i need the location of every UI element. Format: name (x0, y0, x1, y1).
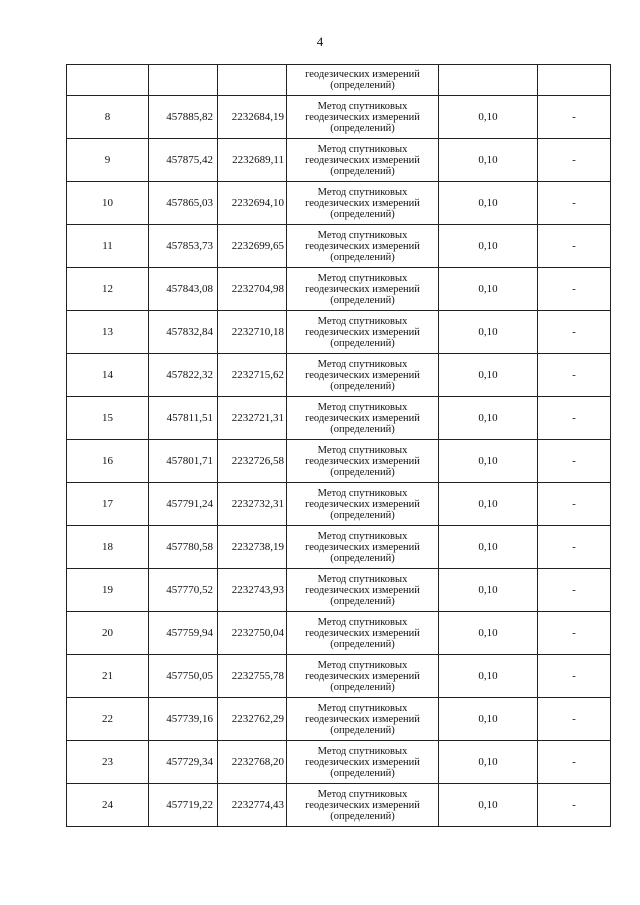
cell-accuracy: 0,10 (439, 784, 538, 827)
cell-number: 12 (67, 268, 149, 311)
method-line: геодезических измерений (305, 541, 420, 553)
method-line: геодезических измерений (305, 197, 420, 209)
table-row (67, 139, 611, 182)
cell-method (287, 741, 439, 784)
method-line: Метод спутниковых (317, 315, 408, 327)
continuation-row (67, 65, 611, 96)
cell-y: 2232710,18 (218, 311, 287, 354)
cell-accuracy: 0,10 (439, 397, 538, 440)
method-line: геодезических измерений (305, 627, 420, 639)
cell-number: 9 (67, 139, 149, 182)
cell-x (149, 65, 218, 96)
cell-x: 457865,03 (149, 182, 218, 225)
cell-method (287, 139, 439, 182)
page-number: 4 (316, 34, 324, 49)
method-line: Метод спутниковых (317, 100, 408, 112)
method-line: Метод спутниковых (317, 530, 408, 542)
cell-x: 457729,34 (149, 741, 218, 784)
cell-x: 457750,05 (149, 655, 218, 698)
method-line: Метод спутниковых (317, 659, 408, 671)
cell-note: - (538, 569, 611, 612)
method-line: геодезических измерений (305, 412, 420, 424)
cell-y: 2232684,19 (218, 96, 287, 139)
cell-note: - (538, 96, 611, 139)
cell-y: 2232755,78 (218, 655, 287, 698)
cell-accuracy: 0,10 (439, 225, 538, 268)
cell-accuracy: 0,10 (439, 741, 538, 784)
table-row (67, 182, 611, 225)
cell-method (287, 354, 439, 397)
table-row (67, 311, 611, 354)
coordinates-table (66, 64, 611, 827)
cell-x: 457719,22 (149, 784, 218, 827)
cell-note: - (538, 526, 611, 569)
cell-y: 2232704,98 (218, 268, 287, 311)
cell-accuracy: 0,10 (439, 483, 538, 526)
cell-method (287, 784, 439, 827)
cell-method (287, 65, 439, 96)
method-line: Метод спутниковых (317, 573, 408, 585)
cell-y: 2232774,43 (218, 784, 287, 827)
method-line: Метод спутниковых (317, 788, 408, 800)
method-line: (определений) (330, 681, 395, 693)
method-line: (определений) (330, 595, 395, 607)
cell-y: 2232732,31 (218, 483, 287, 526)
method-line: Метод спутниковых (317, 616, 408, 628)
cell-y: 2232738,19 (218, 526, 287, 569)
method-line: Метод спутниковых (317, 272, 408, 284)
cell-note: - (538, 440, 611, 483)
method-line: Метод спутниковых (317, 186, 408, 198)
method-line: (определений) (330, 509, 395, 521)
cell-y: 2232750,04 (218, 612, 287, 655)
cell-method (287, 397, 439, 440)
method-line: Метод спутниковых (317, 401, 408, 413)
table-row (67, 268, 611, 311)
method-line: (определений) (330, 724, 395, 736)
method-line: геодезических измерений (305, 799, 420, 811)
cell-number: 16 (67, 440, 149, 483)
cell-accuracy: 0,10 (439, 440, 538, 483)
table-row (67, 526, 611, 569)
cell-note: - (538, 182, 611, 225)
table-row (67, 225, 611, 268)
method-line: геодезических измерений (305, 240, 420, 252)
table-row (67, 655, 611, 698)
method-line: Метод спутниковых (317, 702, 408, 714)
method-line: Метод спутниковых (317, 487, 408, 499)
method-line: геодезических измерений (305, 154, 420, 166)
cell-y: 2232715,62 (218, 354, 287, 397)
cell-number: 15 (67, 397, 149, 440)
cell-number: 13 (67, 311, 149, 354)
method-line: (определений) (330, 423, 395, 435)
method-line: (определений) (330, 466, 395, 478)
cell-accuracy: 0,10 (439, 139, 538, 182)
cell-note: - (538, 483, 611, 526)
cell-note: - (538, 397, 611, 440)
cell-number: 24 (67, 784, 149, 827)
cell-note: - (538, 612, 611, 655)
cell-method (287, 268, 439, 311)
cell-note (538, 65, 611, 96)
cell-note: - (538, 655, 611, 698)
method-line: (определений) (330, 638, 395, 650)
table-row (67, 96, 611, 139)
cell-number: 18 (67, 526, 149, 569)
method-line: (определений) (330, 552, 395, 564)
cell-x: 457885,82 (149, 96, 218, 139)
cell-number (67, 65, 149, 96)
table-row (67, 397, 611, 440)
cell-method (287, 569, 439, 612)
cell-method (287, 526, 439, 569)
cell-number: 20 (67, 612, 149, 655)
cell-x: 457770,52 (149, 569, 218, 612)
cell-x: 457832,84 (149, 311, 218, 354)
table-row (67, 354, 611, 397)
cell-y: 2232689,11 (218, 139, 287, 182)
cell-number: 10 (67, 182, 149, 225)
cell-accuracy: 0,10 (439, 354, 538, 397)
cell-y: 2232743,93 (218, 569, 287, 612)
cell-x: 457759,94 (149, 612, 218, 655)
cell-method (287, 483, 439, 526)
cell-x: 457791,24 (149, 483, 218, 526)
method-line: (определений) (330, 294, 395, 306)
cell-accuracy: 0,10 (439, 268, 538, 311)
cell-number: 23 (67, 741, 149, 784)
cell-number: 22 (67, 698, 149, 741)
cell-number: 8 (67, 96, 149, 139)
cell-number: 17 (67, 483, 149, 526)
table-row (67, 741, 611, 784)
cell-note: - (538, 698, 611, 741)
method-line: геодезических измерений (305, 283, 420, 295)
cell-method (287, 612, 439, 655)
method-line: геодезических измерений (305, 498, 420, 510)
method-line: (определений) (330, 208, 395, 220)
method-line: Метод спутниковых (317, 143, 408, 155)
method-line: геодезических измерений (305, 111, 420, 123)
method-line: (определений) (330, 80, 395, 91)
method-line: геодезических измерений (305, 455, 420, 467)
method-line: геодезических измерений (305, 69, 420, 80)
cell-y: 2232726,58 (218, 440, 287, 483)
table-row (67, 698, 611, 741)
method-line: геодезических измерений (305, 326, 420, 338)
cell-method (287, 655, 439, 698)
cell-method (287, 182, 439, 225)
method-line: геодезических измерений (305, 713, 420, 725)
cell-note: - (538, 139, 611, 182)
cell-x: 457801,71 (149, 440, 218, 483)
method-line: (определений) (330, 165, 395, 177)
method-line: геодезических измерений (305, 670, 420, 682)
cell-accuracy: 0,10 (439, 526, 538, 569)
method-line: (определений) (330, 337, 395, 349)
cell-number: 19 (67, 569, 149, 612)
method-line: Метод спутниковых (317, 229, 408, 241)
cell-method (287, 311, 439, 354)
cell-note: - (538, 311, 611, 354)
table-body (67, 65, 611, 827)
cell-number: 21 (67, 655, 149, 698)
cell-accuracy: 0,10 (439, 311, 538, 354)
table-row (67, 440, 611, 483)
method-line: Метод спутниковых (317, 745, 408, 757)
table-row (67, 784, 611, 827)
method-line: Метод спутниковых (317, 444, 408, 456)
cell-y: 2232694,10 (218, 182, 287, 225)
table-row (67, 612, 611, 655)
cell-number: 11 (67, 225, 149, 268)
cell-x: 457822,32 (149, 354, 218, 397)
table-row (67, 569, 611, 612)
cell-method (287, 96, 439, 139)
cell-accuracy: 0,10 (439, 182, 538, 225)
cell-x: 457780,58 (149, 526, 218, 569)
cell-y: 2232768,20 (218, 741, 287, 784)
cell-number: 14 (67, 354, 149, 397)
method-line: геодезических измерений (305, 584, 420, 596)
method-line: (определений) (330, 251, 395, 263)
cell-note: - (538, 354, 611, 397)
cell-y: 2232762,29 (218, 698, 287, 741)
cell-x: 457875,42 (149, 139, 218, 182)
cell-y: 2232721,31 (218, 397, 287, 440)
method-line: геодезических измерений (305, 369, 420, 381)
method-line: (определений) (330, 810, 395, 822)
cell-accuracy (439, 65, 538, 96)
method-line: (определений) (330, 380, 395, 392)
cell-note: - (538, 784, 611, 827)
cell-y: 2232699,65 (218, 225, 287, 268)
method-line: (определений) (330, 767, 395, 779)
cell-y (218, 65, 287, 96)
method-line: Метод спутниковых (317, 358, 408, 370)
cell-accuracy: 0,10 (439, 96, 538, 139)
method-line: геодезических измерений (305, 756, 420, 768)
cell-accuracy: 0,10 (439, 569, 538, 612)
cell-accuracy: 0,10 (439, 612, 538, 655)
method-line: (определений) (330, 122, 395, 134)
cell-x: 457843,08 (149, 268, 218, 311)
cell-x: 457853,73 (149, 225, 218, 268)
cell-note: - (538, 741, 611, 784)
cell-x: 457739,16 (149, 698, 218, 741)
cell-method (287, 440, 439, 483)
cell-accuracy: 0,10 (439, 698, 538, 741)
cell-method (287, 225, 439, 268)
cell-note: - (538, 268, 611, 311)
cell-note: - (538, 225, 611, 268)
cell-x: 457811,51 (149, 397, 218, 440)
cell-method (287, 698, 439, 741)
cell-accuracy: 0,10 (439, 655, 538, 698)
table-row (67, 483, 611, 526)
